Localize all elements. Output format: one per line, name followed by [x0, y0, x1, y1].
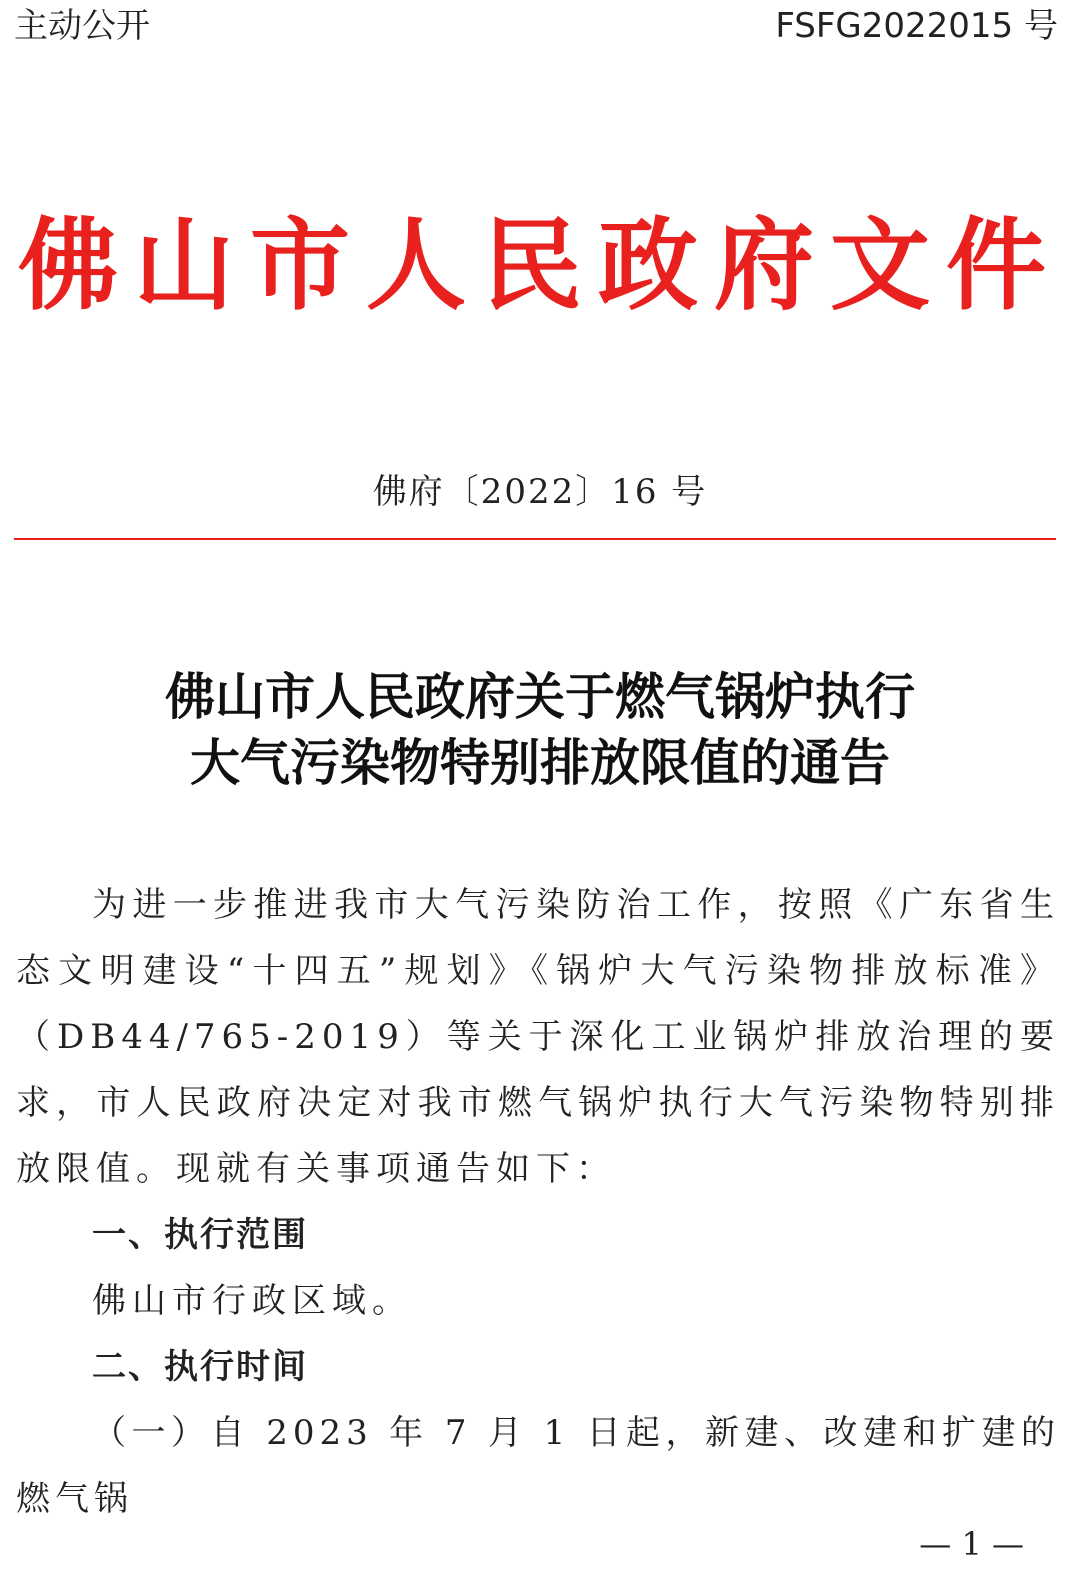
title-line-1: 佛山市人民政府关于燃气锅炉执行	[165, 668, 915, 726]
red-divider-line	[14, 538, 1056, 540]
title-line-2: 大气污染物特别排放限值的通告	[190, 734, 890, 792]
section-text-scope: 佛山市行政区域。	[92, 1281, 412, 1321]
section-heading-scope: 一、执行范围	[92, 1215, 308, 1255]
disclosure-label: 主动公开	[14, 6, 150, 46]
document-number: 佛府〔2022〕16 号	[372, 472, 708, 512]
document-code: FSFG2022015 号	[775, 6, 1058, 46]
page-number	[0, 1522, 1080, 1566]
masthead-title: 佛山市人民政府文件	[18, 206, 1062, 324]
intro-paragraph: 为进一步推进我市大气污染防治工作，按照《广东省生态文明建设“十四五”规划》《锅炉大气污染物排放标准》（DB44/765-2019）等关于深化工业锅炉排放治理的要求，市人民政府决定对我市燃气锅炉执行大气污染物特别排放限值。现就有关事项通告如下：	[16, 885, 1060, 1189]
section-heading-time: 二、执行时间	[92, 1347, 308, 1387]
page-number-text: — 1 —	[919, 1525, 1024, 1563]
document-title	[0, 664, 1080, 796]
section-item-time-1: （一）自 2023 年 7 月 1 日起，新建、改建和扩建的燃气锅	[16, 1413, 1060, 1519]
document-body	[16, 872, 1060, 1532]
